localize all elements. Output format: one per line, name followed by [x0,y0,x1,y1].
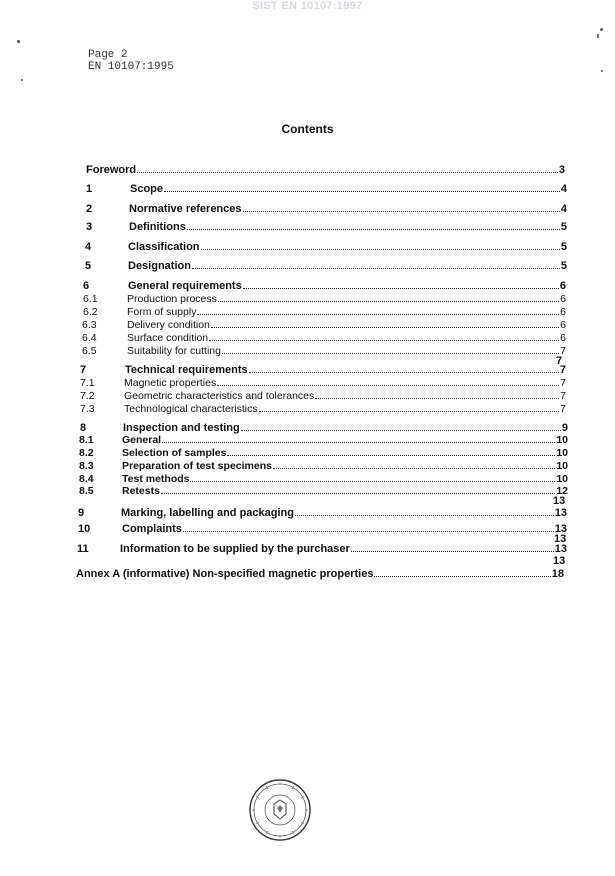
toc-number: 7.1 [80,377,95,389]
leader-dots [243,288,559,289]
toc-number: 11 [77,543,89,555]
toc-entry-6-3[interactable] [82,319,566,332]
toc-page: 6 [559,280,566,292]
toc-page: 7 [559,364,566,376]
toc-title: Definitions [129,221,186,233]
leader-dots [374,576,550,577]
toc-title: General requirements [128,280,242,292]
toc-page: 4 [560,183,567,195]
watermark: SIST EN 10107:1997 [252,0,363,12]
toc-page: 4 [560,203,567,215]
toc-entry-7-3[interactable] [80,403,566,416]
toc-title: Information to be supplied by the purchaser [120,543,350,555]
toc-entry-8-3[interactable] [79,460,568,473]
toc-page: 10 [556,473,568,485]
page-header [88,49,174,73]
toc-page: 7 [560,390,566,402]
toc-page: 6 [560,293,566,305]
toc-page: 6 [560,306,566,318]
leader-dots [187,229,560,230]
toc-title: Magnetic properties [124,377,217,389]
toc-page: 10 [556,460,568,472]
toc-number: 6 [83,280,90,292]
toc-page: 10 [556,447,568,459]
page-number: Page 2 [88,49,128,61]
leader-dots [209,340,559,341]
toc-title: Preparation of test specimens [122,460,272,472]
toc-page: 12 [556,485,568,497]
toc-number: 2 [86,203,93,215]
toc-page: 5 [560,241,567,253]
toc-entry-7[interactable] [80,364,566,377]
leader-dots [295,515,554,516]
toc-number: 6.4 [82,332,97,344]
toc-title: Form of supply [127,306,197,318]
toc-entry-8-5[interactable] [79,485,568,498]
toc-page: 13 [554,523,567,535]
toc-title: Delivery condition [127,319,210,331]
toc-entry-3[interactable] [86,221,567,234]
toc-entry-6-4[interactable] [82,332,566,345]
toc-title: Selection of samples [122,447,227,459]
toc-title: Surface condition [127,332,209,344]
leader-dots [217,385,559,386]
toc-title: Normative references [129,203,242,215]
toc-number: 10 [78,523,91,535]
toc-number: 4 [85,241,92,253]
toc-title: Test methods [122,473,190,485]
leader-dots [249,372,559,373]
toc-entry-2[interactable] [86,203,567,216]
toc-page: 6 [560,319,566,331]
leader-dots [351,551,554,552]
toc-number: 3 [86,221,93,233]
toc-title: Annex A (informative) Non-specified magnetic properties [76,568,374,580]
toc-title: Complaints [122,523,182,535]
toc-entry-11[interactable] [77,543,567,556]
leader-dots [162,442,555,443]
toc-entry-10[interactable] [78,523,567,536]
toc-title: General [122,434,162,446]
leader-dots [137,172,558,173]
toc-entry-foreword[interactable] [86,164,565,177]
toc-number: 8.4 [79,473,94,485]
toc-title: Inspection and testing [123,422,240,434]
toc-entry-8-2[interactable] [79,447,568,460]
toc-title: Retests [122,485,160,497]
toc-number: 8.2 [79,447,94,459]
toc-title: Suitability for cutting [127,345,221,357]
leader-dots [222,353,559,354]
toc-entry-5[interactable] [85,260,567,273]
toc-title: Geometric characteristics and tolerances [124,390,315,402]
toc-number: 6.3 [82,319,97,331]
toc-title: Designation [128,260,191,272]
leader-dots [273,468,555,469]
toc-number: 1 [86,183,93,195]
toc-title: Production process [127,293,217,305]
toc-page-continuation: 13 [553,495,566,507]
toc-page: 18 [551,568,564,580]
toc-page: 10 [556,434,568,446]
toc-title: Foreword [86,164,137,176]
leader-dots [183,531,554,532]
toc-page: 3 [558,164,565,176]
leader-dots [161,493,555,494]
toc-number: 8.1 [79,434,94,446]
toc-page: 7 [560,403,566,415]
toc-entry-4[interactable] [85,241,567,254]
leader-dots [227,455,555,456]
toc-number: 8 [80,422,87,434]
toc-page: 7 [560,345,566,357]
leader-dots [315,398,559,399]
toc-entry-1[interactable] [86,183,567,196]
leader-dots [201,249,560,250]
toc-page: 6 [560,332,566,344]
leader-dots [164,191,560,192]
toc-page: 13 [554,507,567,519]
toc-entry-6-2[interactable] [83,306,566,319]
standard-id: EN 10107:1995 [88,61,174,73]
leader-dots [241,430,561,431]
toc-number: 8.5 [79,485,94,497]
toc-page-continuation: 13 [553,555,566,567]
toc-number: 9 [78,507,85,519]
leader-dots [243,211,560,212]
toc-number: 6.5 [82,345,97,357]
leader-dots [190,481,555,482]
toc-title: Classification [128,241,200,253]
toc-entry-annex-a[interactable] [76,568,564,581]
toc-page: 13 [554,543,567,555]
toc-page-continuation: 7 [556,355,563,367]
leader-dots [197,314,559,315]
toc-number: 7.2 [80,390,95,402]
toc-entry-9[interactable] [78,507,567,520]
toc-title: Technological characteristics [124,403,258,415]
toc-number: 8.3 [79,460,94,472]
toc-page-continuation: 13 [554,533,567,545]
toc-page: 9 [561,422,568,434]
toc-entry-6-1[interactable] [83,293,566,306]
toc-entry-7-1[interactable] [80,377,566,390]
toc-number: 7.3 [80,403,95,415]
leader-dots [211,327,559,328]
toc-entry-8-1[interactable] [79,434,568,447]
toc-number: 7 [80,364,87,376]
toc-entry-7-2[interactable] [80,390,566,403]
toc-title: Technical requirements [125,364,248,376]
toc-page: 5 [560,221,567,233]
contents-title: Contents [281,122,334,136]
toc-page: 7 [560,377,566,389]
toc-number: 6.2 [83,306,98,318]
institute-seal-icon [248,778,312,842]
leader-dots [218,301,559,302]
toc-number: 6.1 [83,293,98,305]
toc-entry-6[interactable] [83,280,566,293]
toc-entry-6-5[interactable] [82,345,566,358]
toc-page: 5 [560,260,567,272]
toc-title: Marking, labelling and packaging [121,507,294,519]
toc-number: 5 [85,260,92,272]
leader-dots [192,268,560,269]
toc-title: Scope [130,183,164,195]
leader-dots [259,411,560,412]
